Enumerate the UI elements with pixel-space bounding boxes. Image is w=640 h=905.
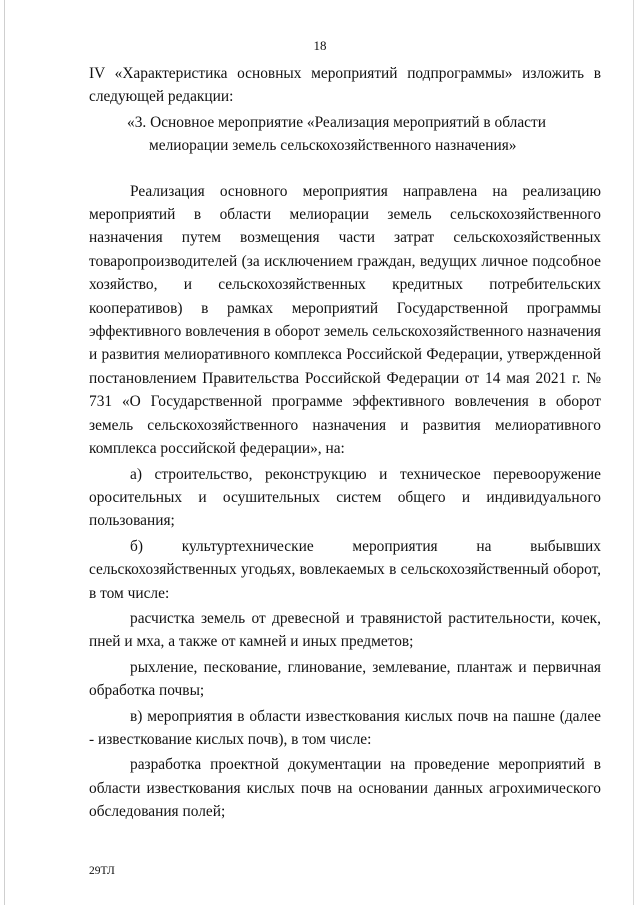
page-number: 18 <box>313 38 327 53</box>
document-body <box>89 62 601 824</box>
list-item-b-1: расчистка земель от древесной и травянистой растительности, кочек, пней и мха, а также от камней и иных предметов; <box>89 609 601 651</box>
section-heading-line-1: «3. Основное мероприятие «Реализация мероприятий в области <box>127 113 546 131</box>
list-item-c-1: разработка проектной документации на проведение мероприятий в области известкования кислых почв на основании данных агрохимического обследования полей; <box>89 756 601 821</box>
list-item-b-2: рыхление, пескование, глинование, землевание, плантаж и первичная обработка почвы; <box>89 658 601 700</box>
list-item-c: в) мероприятия в области известкования кислых почв на пашне (далее - известкование кислых почв), в том числе: <box>89 707 601 748</box>
scan-edge-left <box>4 0 5 905</box>
list-item-a: а) строительство, реконструкцию и техническое перевооружение оросительных и осушительных систем общего и индивидуального пользования; <box>89 465 601 530</box>
scan-edge-right <box>633 0 634 905</box>
list-item-b: б) культуртехнические мероприятия на выбывших сельскохозяйственных угодьях, вовлекаемых в сельскохозяйственный оборот, в том числе: <box>89 537 601 602</box>
main-paragraph: Реализация основного мероприятия направлена на реализацию мероприятий в области мелиорации земель сельскохозяйственного назначения путем возмещения части затрат сельскохозяйственных товаропроизводителей (за исключением граждан, ведущих личное подсобное хозяйство, и сельскохозяйственных кредитных потребительских кооперативов) в рамках мероприятий Государственной программы эффективного вовлечения в оборот земель сельскохозяйственного назначения и развития мелиоративного комплекса Российской Федерации, утвержденной постановлением Правительства Российской Федерации от 14 мая 2021 г. № 731 «О Государственной программе эффективного вовлечения в оборот земель сельскохозяйственного назначения и развития мелиоративного комплекса российской федерации», на: <box>89 182 601 458</box>
footer-document-code: 29ТЛ <box>89 865 115 877</box>
intro-paragraph: IV «Характеристика основных мероприятий подпрограммы» изложить в следующей редакции: <box>89 65 601 106</box>
section-heading-line-2: мелиорации земель сельскохозяйственного назначения» <box>149 137 517 155</box>
